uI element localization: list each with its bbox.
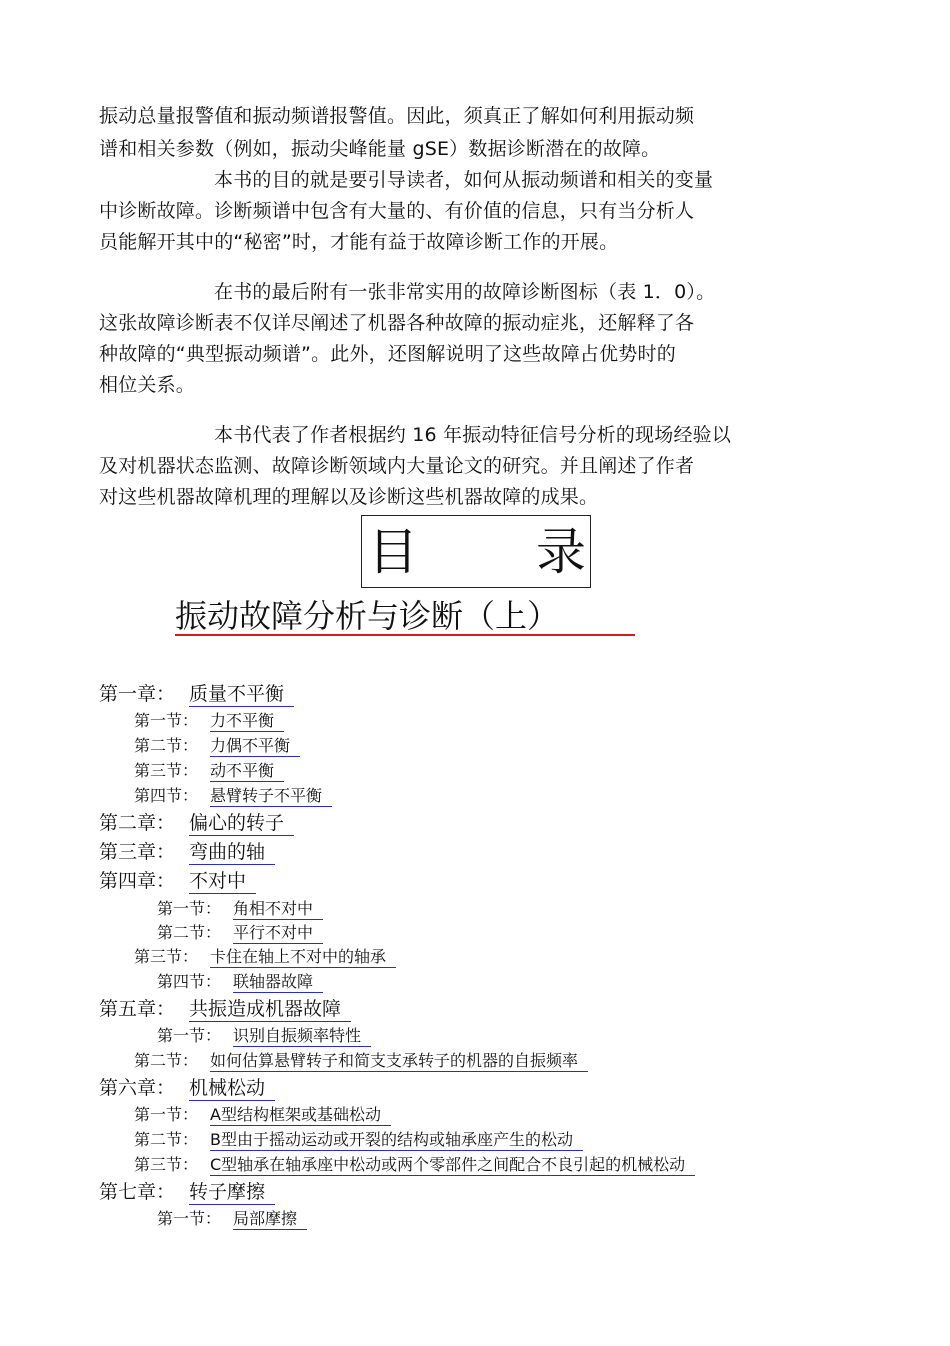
toc-chapter[interactable]	[99, 1076, 266, 1100]
toc-section[interactable]	[134, 710, 275, 731]
paragraph-line: 本书的目的就是要引导读者，如何从振动频谱和相关的变量	[214, 169, 714, 191]
chapter-number: 第三章：	[99, 841, 176, 863]
toc-chapter[interactable]	[99, 682, 285, 706]
toc-heading	[361, 515, 591, 588]
section-title-link[interactable]: 角相不对中	[233, 898, 323, 920]
section-title-link[interactable]: C型轴承在轴承座中松动或两个零部件之间配合不良引起的机械松动	[210, 1154, 695, 1176]
chapter-number: 第七章：	[99, 1181, 176, 1203]
paragraph-line: 相位关系。	[99, 374, 196, 396]
section-number: 第三节：	[134, 947, 199, 966]
paragraph-line: 振动总量报警值和振动频谱报警值。因此，须真正了解如何利用振动频	[99, 105, 695, 127]
toc-chapter[interactable]	[99, 1180, 266, 1204]
chapter-number: 第四章：	[99, 870, 176, 892]
section-number: 第二节：	[134, 736, 199, 755]
section-number: 第一节：	[134, 1105, 199, 1124]
chapter-title-link[interactable]: 转子摩擦	[189, 1180, 275, 1205]
toc-section[interactable]	[157, 1208, 298, 1229]
section-number: 第二节：	[134, 1130, 199, 1149]
section-title-link[interactable]: B型由于摇动运动或开裂的结构或轴承座产生的松动	[210, 1129, 583, 1151]
toc-section[interactable]	[134, 1154, 686, 1175]
section-title-link[interactable]: 平行不对中	[233, 922, 323, 944]
chapter-number: 第一章：	[99, 683, 176, 705]
section-title-link[interactable]: 悬臂转子不平衡	[210, 785, 332, 807]
paragraph-line: 及对机器状态监测、故障诊断领域内大量论文的研究。并且阐述了作者	[99, 455, 695, 477]
paragraph-line: 种故障的“典型振动频谱”。此外，还图解说明了这些故障占优势时的	[99, 343, 676, 365]
section-number: 第四节：	[157, 972, 222, 991]
toc-chapter[interactable]	[99, 997, 342, 1021]
chapter-title-link[interactable]: 机械松动	[189, 1076, 275, 1101]
toc-section[interactable]	[134, 1104, 381, 1125]
section-title-link[interactable]: 力不平衡	[210, 710, 284, 732]
section-number: 第一节：	[157, 1209, 222, 1228]
chapter-title-link[interactable]: 不对中	[189, 869, 256, 894]
toc-section[interactable]	[134, 946, 387, 967]
section-title-link[interactable]: A型结构框架或基础松动	[210, 1104, 391, 1126]
section-number: 第四节：	[134, 786, 199, 805]
section-number: 第一节：	[157, 899, 222, 918]
section-title-link[interactable]: 识别自振频率特性	[233, 1025, 371, 1047]
book-title: 振动故障分析与诊断（上）	[175, 596, 635, 636]
chapter-title-link[interactable]: 质量不平衡	[189, 682, 294, 707]
paragraph-line: 员能解开其中的“秘密”时，才能有益于故障诊断工作的开展。	[99, 231, 619, 253]
section-title-link[interactable]: 联轴器故障	[233, 971, 323, 993]
toc-chapter[interactable]	[99, 869, 247, 893]
chapter-number: 第二章：	[99, 812, 176, 834]
toc-section[interactable]	[157, 922, 314, 943]
section-number: 第一节：	[157, 1026, 222, 1045]
toc-section[interactable]	[157, 971, 314, 992]
paragraph-line: 谱和相关参数（例如，振动尖峰能量 gSE）数据诊断潜在的故障。	[99, 138, 661, 160]
section-number: 第二节：	[134, 1051, 199, 1070]
toc-chapter[interactable]	[99, 811, 285, 835]
section-number: 第二节：	[157, 923, 222, 942]
toc-section[interactable]	[157, 1025, 362, 1046]
toc-heading-right: 录	[536, 523, 586, 581]
section-title-link[interactable]: 局部摩擦	[233, 1208, 307, 1230]
paragraph-line: 对这些机器故障机理的理解以及诊断这些机器故障的成果。	[99, 486, 599, 508]
paragraph-line: 本书代表了作者根据约 16 年振动特征信号分析的现场经验以	[214, 424, 732, 446]
section-number: 第三节：	[134, 761, 199, 780]
toc-section[interactable]	[157, 898, 314, 919]
toc-section[interactable]	[134, 1050, 579, 1071]
toc-section[interactable]	[134, 785, 323, 806]
chapter-title-link[interactable]: 弯曲的轴	[189, 840, 275, 865]
paragraph-line: 这张故障诊断表不仅详尽阐述了机器各种故障的振动症兆，还解释了各	[99, 312, 695, 334]
section-title-link[interactable]: 动不平衡	[210, 760, 284, 782]
chapter-title-link[interactable]: 偏心的转子	[189, 811, 294, 836]
section-title-link[interactable]: 力偶不平衡	[210, 735, 300, 757]
section-title-link[interactable]: 如何估算悬臂转子和简支支承转子的机器的自振频率	[210, 1050, 588, 1072]
section-title-link[interactable]: 卡住在轴上不对中的轴承	[210, 946, 396, 968]
toc-section[interactable]	[134, 735, 291, 756]
section-number: 第三节：	[134, 1155, 199, 1174]
section-number: 第一节：	[134, 711, 199, 730]
paragraph-line: 在书的最后附有一张非常实用的故障诊断图标（表 1．0）。	[214, 281, 716, 303]
chapter-number: 第五章：	[99, 998, 176, 1020]
chapter-number: 第六章：	[99, 1077, 176, 1099]
chapter-title-link[interactable]: 共振造成机器故障	[189, 997, 351, 1022]
toc-section[interactable]	[134, 760, 275, 781]
toc-chapter[interactable]	[99, 840, 266, 864]
toc-section[interactable]	[134, 1129, 573, 1150]
paragraph-line: 中诊断故障。诊断频谱中包含有大量的、有价值的信息，只有当分析人	[99, 200, 695, 222]
toc-heading-left: 目	[368, 523, 418, 581]
